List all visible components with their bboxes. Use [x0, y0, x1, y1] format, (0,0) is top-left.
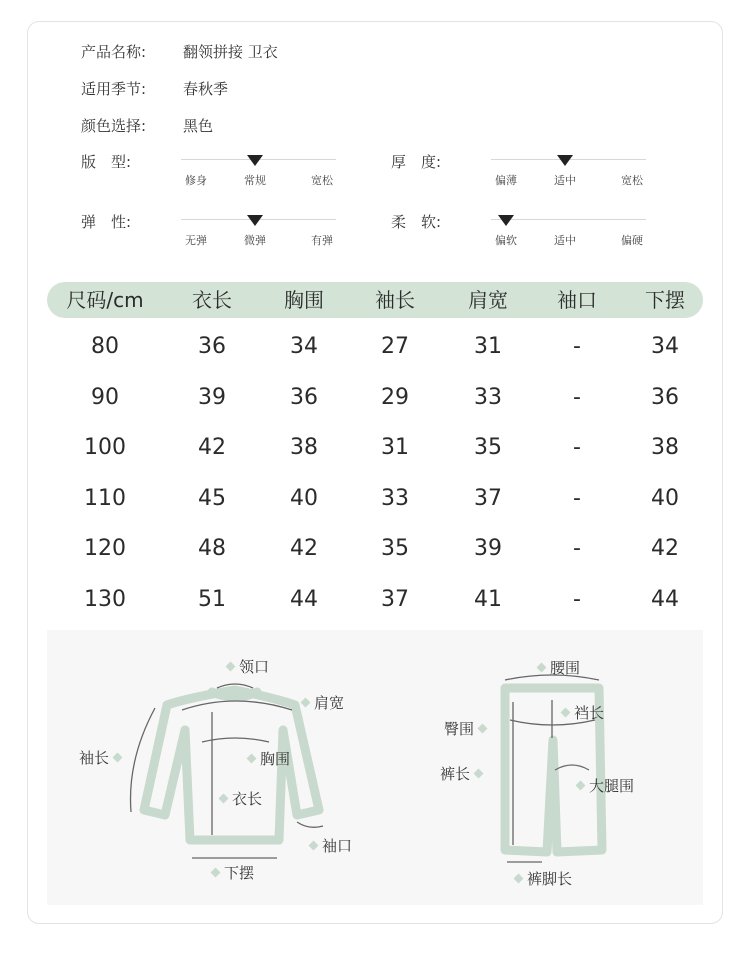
table-cell-r0-c4: 31	[474, 334, 502, 359]
diamond-icon	[561, 708, 571, 718]
diamond-icon	[113, 753, 123, 763]
table-cell-r1-c5: -	[573, 385, 581, 410]
diamond-icon	[514, 874, 524, 884]
elasticity-option-2: 微弹	[244, 234, 266, 247]
table-cell-r2-c4: 35	[474, 435, 502, 460]
table-cell-r3-c6: 40	[651, 486, 679, 511]
hem-label	[207, 862, 254, 883]
table-cell-r1-c2: 36	[290, 385, 318, 410]
table-cell-r1-c0: 90	[91, 385, 119, 410]
table-cell-r5-c6: 44	[651, 587, 679, 612]
hip-label	[444, 718, 491, 739]
spec-fit-label: 版 型:	[81, 153, 132, 171]
table-cell-r3-c1: 45	[198, 486, 226, 511]
table-cell-r3-c2: 40	[290, 486, 318, 511]
table-cell-r0-c0: 80	[91, 334, 119, 359]
color-value: 黑色	[183, 117, 214, 135]
sweatshirt-shape	[144, 690, 319, 840]
diamond-icon	[226, 662, 236, 672]
diamond-icon	[478, 724, 488, 734]
length-text: 衣长	[232, 790, 263, 808]
table-cell-r3-c5: -	[573, 486, 581, 511]
hip-text: 臀围	[444, 720, 475, 738]
shoulder-text: 肩宽	[314, 694, 345, 712]
table-cell-r3-c0: 110	[84, 486, 126, 511]
cuff-line	[297, 822, 323, 827]
spec-softness-label: 柔 软:	[391, 213, 442, 231]
softness-option-2: 适中	[554, 234, 576, 247]
thickness-option-3: 宽松	[621, 174, 643, 187]
table-cell-r0-c3: 27	[381, 334, 409, 359]
thigh-label	[572, 775, 634, 796]
pants-length-label	[440, 763, 487, 784]
diamond-icon	[576, 781, 586, 791]
table-cell-r4-c5: -	[573, 536, 581, 561]
softness-option-1: 偏软	[495, 234, 517, 247]
table-cell-r2-c0: 100	[84, 435, 126, 460]
chest-label	[243, 748, 290, 769]
collar-text: 领口	[239, 658, 270, 676]
thickness-option-2: 适中	[554, 174, 576, 187]
table-header-3: 袖长	[375, 288, 415, 312]
info-row-color	[81, 115, 213, 136]
measure-lines	[131, 675, 600, 862]
table-cell-r3-c4: 37	[474, 486, 502, 511]
name-label: 产品名称:	[81, 43, 147, 61]
table-cell-r4-c0: 120	[84, 536, 126, 561]
waist-label	[533, 657, 580, 678]
spec-elasticity-label: 弹 性:	[81, 213, 132, 231]
rise-text: 裆长	[574, 704, 605, 722]
table-cell-r0-c6: 34	[651, 334, 679, 359]
table-cell-r0-c1: 36	[198, 334, 226, 359]
pants-length-text: 裤长	[440, 765, 471, 783]
diamond-icon	[309, 841, 319, 851]
table-cell-r5-c0: 130	[84, 587, 126, 612]
leg-opening-label	[510, 868, 572, 889]
table-cell-r2-c6: 38	[651, 435, 679, 460]
color-label: 颜色选择:	[81, 117, 147, 135]
table-cell-r2-c2: 38	[290, 435, 318, 460]
softness-marker	[498, 215, 514, 226]
table-cell-r1-c3: 29	[381, 385, 409, 410]
table-cell-r2-c5: -	[573, 435, 581, 460]
table-cell-r0-c2: 34	[290, 334, 318, 359]
table-cell-r2-c3: 31	[381, 435, 409, 460]
table-cell-r1-c1: 39	[198, 385, 226, 410]
sleeve-text: 袖长	[79, 749, 110, 767]
elasticity-marker	[247, 215, 263, 226]
table-cell-r4-c6: 42	[651, 536, 679, 561]
table-header-1: 衣长	[192, 288, 232, 312]
leg-opening-text: 裤脚长	[527, 870, 573, 888]
table-header-4: 肩宽	[468, 288, 508, 312]
table-cell-r4-c2: 42	[290, 536, 318, 561]
length-label	[215, 788, 262, 809]
thigh-line	[555, 765, 589, 770]
diamond-icon	[211, 868, 221, 878]
fit-option-2: 常规	[244, 174, 266, 187]
table-header-6: 下摆	[645, 288, 685, 312]
chest-text: 胸围	[260, 750, 291, 768]
thigh-text: 大腿围	[589, 777, 635, 795]
table-cell-r0-c5: -	[573, 334, 581, 359]
softness-option-3: 偏硬	[621, 234, 643, 247]
sleeve-label	[79, 747, 126, 768]
hem-text: 下摆	[224, 864, 255, 882]
diamond-icon	[474, 769, 484, 779]
spec-thickness-label: 厚 度:	[391, 153, 442, 171]
diamond-icon	[301, 698, 311, 708]
thickness-option-1: 偏薄	[495, 174, 517, 187]
diamond-icon	[219, 794, 229, 804]
waist-text: 腰围	[550, 659, 581, 677]
info-row-name	[81, 41, 278, 62]
table-cell-r1-c4: 33	[474, 385, 502, 410]
fit-option-1: 修身	[185, 174, 207, 187]
shoulder-label	[297, 692, 344, 713]
collar-label	[222, 656, 269, 677]
softness-scale	[491, 219, 646, 220]
rise-label	[557, 702, 604, 723]
table-cell-r5-c2: 44	[290, 587, 318, 612]
cuff-text: 袖口	[322, 837, 353, 855]
thickness-marker	[557, 155, 573, 166]
cuff-label	[305, 835, 352, 856]
measurement-diagram	[47, 630, 703, 905]
table-cell-r4-c4: 39	[474, 536, 502, 561]
table-cell-r5-c5: -	[573, 587, 581, 612]
table-cell-r4-c3: 35	[381, 536, 409, 561]
elasticity-option-3: 有弹	[311, 234, 333, 247]
table-cell-r1-c6: 36	[651, 385, 679, 410]
table-cell-r5-c1: 51	[198, 587, 226, 612]
fit-option-3: 宽松	[311, 174, 333, 187]
table-cell-r5-c4: 41	[474, 587, 502, 612]
season-value: 春秋季	[183, 80, 229, 98]
elasticity-option-1: 无弹	[185, 234, 207, 247]
diamond-icon	[247, 754, 257, 764]
table-cell-r3-c3: 33	[381, 486, 409, 511]
garment-illustration	[47, 630, 703, 905]
table-header-5: 袖口	[557, 288, 597, 312]
fit-marker	[247, 155, 263, 166]
season-label: 适用季节:	[81, 80, 147, 98]
table-cell-r4-c1: 48	[198, 536, 226, 561]
collar-shape	[212, 692, 257, 697]
table-header-0: 尺码/cm	[66, 288, 144, 312]
diamond-icon	[537, 663, 547, 673]
info-row-season	[81, 78, 228, 99]
name-value: 翻领拼接 卫衣	[183, 43, 278, 61]
table-cell-r5-c3: 37	[381, 587, 409, 612]
top-outline	[144, 688, 605, 852]
table-header-2: 胸围	[284, 288, 324, 312]
table-cell-r2-c1: 42	[198, 435, 226, 460]
